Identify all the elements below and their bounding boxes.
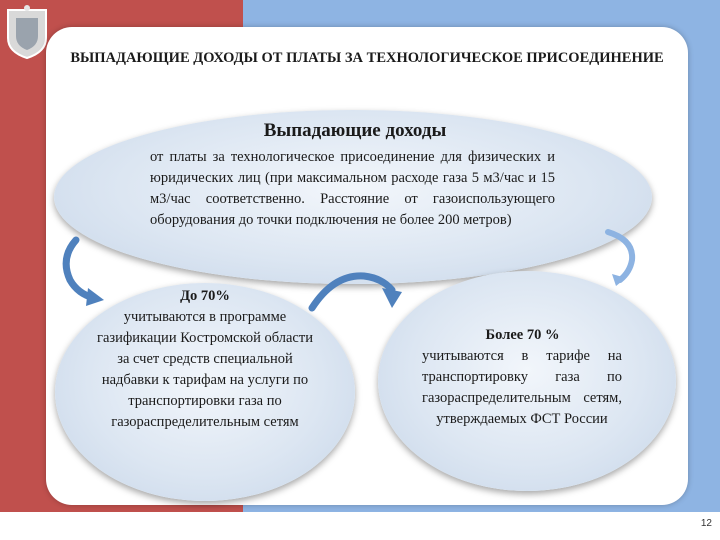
left-block-body: учитываются в программе газификации Костромской области за счет средств специальной надбавки к тарифам на услуги по транспортировки газа по газораспределительным сетям	[97, 309, 313, 430]
background-bottom-strip	[0, 512, 720, 540]
slide-title: ВЫПАДАЮЩИЕ ДОХОДЫ ОТ ПЛАТЫ ЗА ТЕХНОЛОГИЧЕСКОЕ ПРИСОЕДИНЕНИЕ	[70, 50, 664, 66]
curved-arrow-middle-icon	[304, 268, 404, 312]
left-block-heading: До 70%	[180, 288, 230, 304]
right-block-heading: Более 70 %	[485, 327, 560, 343]
left-block	[95, 286, 315, 433]
top-block-heading: Выпадающие доходы	[263, 120, 447, 141]
curved-arrow-right-icon	[604, 226, 644, 286]
top-block-body: от платы за технологическое присоединение для физических и юридических лиц (при максимальном расходе газа 5 м3/час и 15 м3/час соответственно. Расстояние от газоиспользующего оборудования до точки подключения не более 200 метров)	[150, 149, 555, 228]
right-block-body: учитываются в тарифе на транспортировку газа по газораспределительным сетям, утверждаемых ФСТ России	[422, 348, 622, 427]
page-number: 12	[700, 518, 712, 529]
coat-of-arms-icon	[4, 4, 50, 60]
